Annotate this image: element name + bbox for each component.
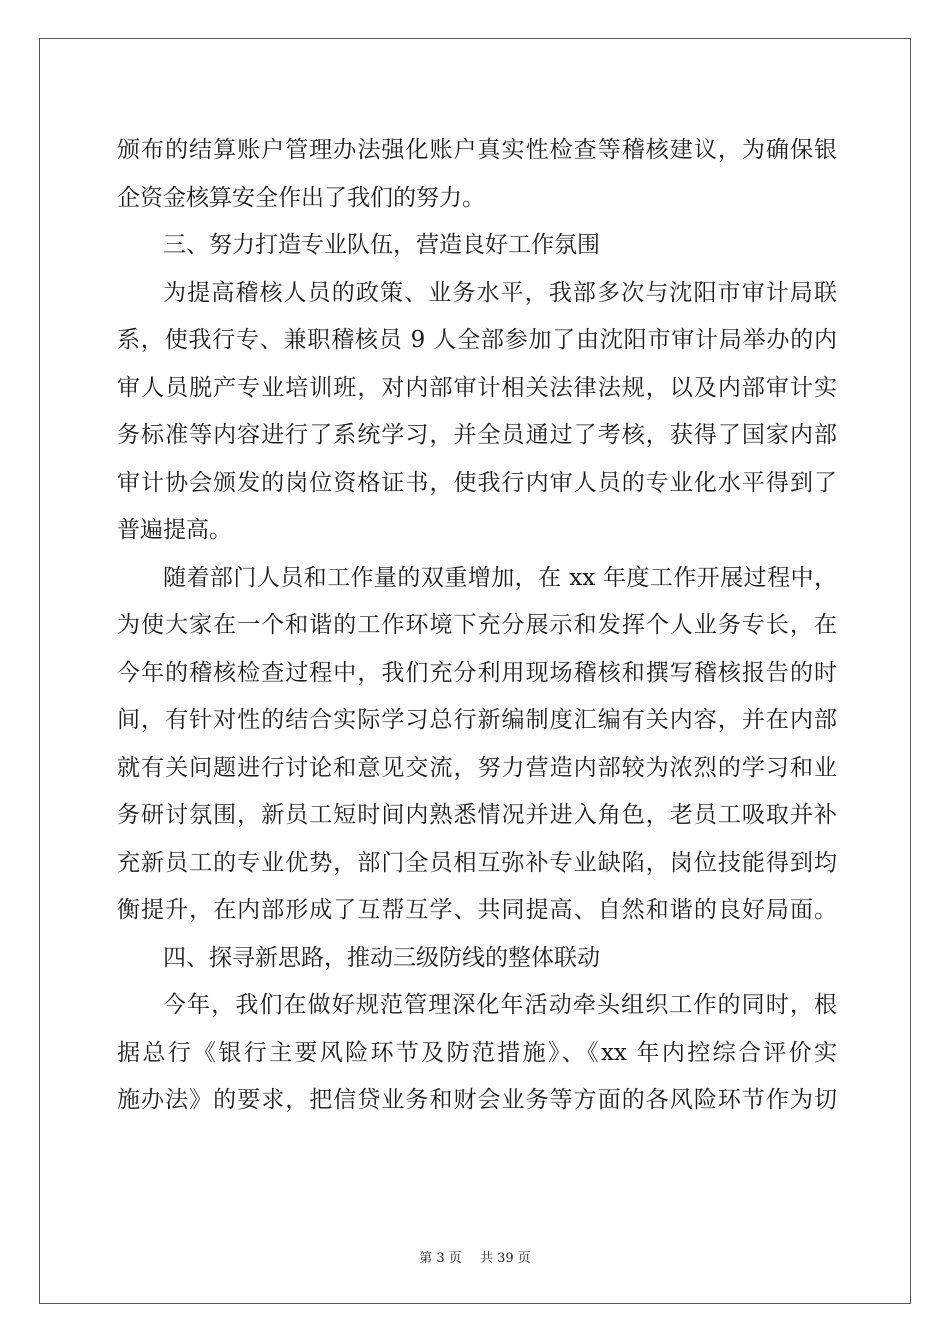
text-line: 普遍提高。	[117, 517, 232, 543]
text-line: 务标准等内容进行了系统学习，并全员通过了考核，获得了国家内部	[117, 422, 837, 448]
page-footer	[0, 1247, 950, 1266]
text-line: 系，使我行专、兼职稽核员 9 人全部参加了由沈阳市审计局举办的内	[117, 327, 837, 353]
text-line: 颁布的结算账户管理办法强化账户真实性检查等稽核建议，为确保银	[117, 137, 837, 163]
text-line: 施办法》的要求，把信贷业务和财会业务等方面的各风险环节作为切	[117, 1087, 837, 1113]
text-line: 充新员工的专业优势，部门全员相互弥补专业缺陷，岗位技能得到均	[117, 849, 837, 876]
text-line: 就有关问题进行讨论和意见交流，努力营造内部较为浓烈的学习和业	[117, 754, 837, 781]
text-line: 今年的稽核检查过程中，我们充分利用现场稽核和撰写稽核报告的时	[117, 659, 837, 686]
page-total: 共 39 页	[479, 1251, 531, 1266]
text-line: 随着部门人员和工作量的双重增加，在 xx 年度工作开展过程中，	[163, 564, 837, 591]
text-line: 务研讨氛围，新员工短时间内熟悉情况并进入角色，老员工吸取并补	[117, 802, 837, 828]
section-heading: 三、努力打造专业队伍，营造良好工作氛围	[163, 232, 600, 258]
text-line: 今年，我们在做好规范管理深化年活动牵头组织工作的同时，根	[163, 992, 837, 1018]
section-heading: 四、探寻新思路，推动三级防线的整体联动	[163, 944, 600, 971]
text-line: 为提高稽核人员的政策、业务水平，我部多次与沈阳市审计局联	[163, 279, 837, 306]
text-line: 间，有针对性的结合实际学习总行新编制度汇编有关内容，并在内部	[117, 707, 837, 733]
text-line: 据总行《银行主要风险环节及防范措施》、《xx 年内控综合评价实	[117, 1039, 837, 1066]
document-body	[117, 127, 837, 1125]
text-line: 为使大家在一个和谐的工作环境下充分展示和发挥个人业务专长，在	[117, 612, 837, 638]
text-line: 衡提升，在内部形成了互帮互学、共同提高、自然和谐的良好局面。	[117, 897, 837, 923]
text-line: 审人员脱产专业培训班，对内部审计相关法律法规，以及内部审计实	[117, 374, 837, 401]
page-number: 第 3 页	[419, 1251, 462, 1266]
text-line: 企资金核算安全作出了我们的努力。	[117, 184, 485, 211]
text-line: 审计协会颁发的岗位资格证书，使我行内审人员的专业化水平得到了	[117, 469, 837, 496]
